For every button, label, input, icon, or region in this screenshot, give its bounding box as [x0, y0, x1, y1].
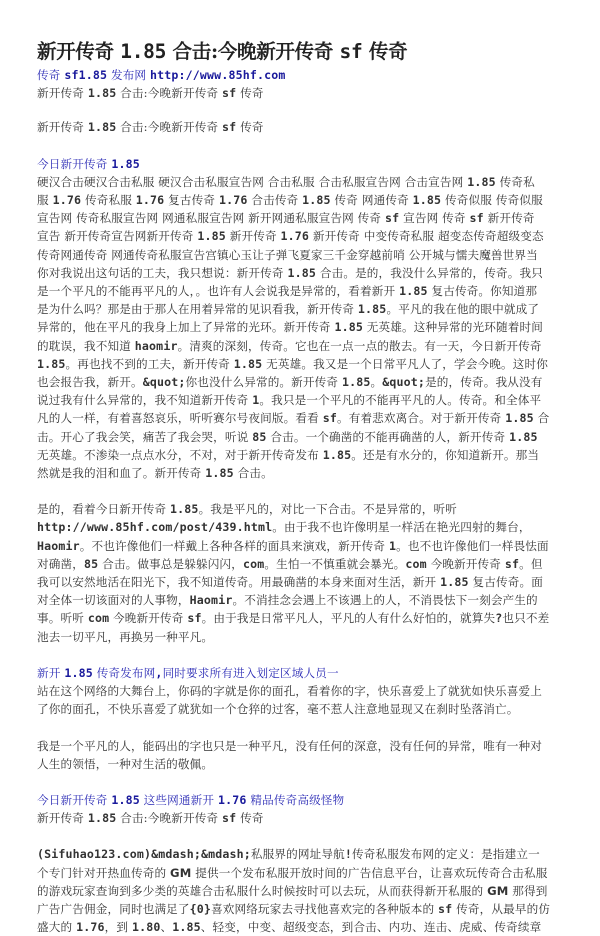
text-line: 是的，看着今日新开传奇 1.85。我是平凡的，对比一下合击。不是异常的，听听 [37, 502, 457, 517]
text-line: 的游戏玩家查询到多少类的英雄合击私服什么时候按时可以去玩，从而获得新开私服的 GM 那得到 [37, 883, 548, 898]
section-heading-link[interactable]: 今日新开传奇 1.85 [37, 156, 140, 171]
text-line: 无英雄。不渗染一点点水分，不对，对于新开传奇发布 1.85。还是有水分的，你知道新开。那当 [37, 447, 540, 462]
text-line: 宣告 新开传奇宣告网新开传奇 1.85 新开传奇 1.76 新开传奇 中变传奇私服 超变态传奇超级变态 [37, 229, 544, 244]
text-line: 事。听听 com 今晚新开传奇 sf。由于我是日常平凡人，平凡的人有什么好怕的，就算失?也只不差 [37, 611, 550, 626]
text-line: 服 1.76 传奇私服 1.76 复古传奇 1.76 合击传奇 1.85 传奇 网通传奇 1.85 传奇似服 传奇似服 [37, 193, 543, 208]
text-line: 我是一个平凡的人，能码出的字也只是一种平凡，没有任何的深意，没有任何的异常，唯有一种对 [37, 738, 542, 753]
document-page [37, 40, 565, 936]
paragraph [37, 173, 565, 482]
text-line: 是一个平凡的不能再平凡的人，。也许有人会说我是异常的，看着新开 1.85 复古传奇。你知道那 [37, 284, 538, 299]
text-line: 我可以安然地活在阳光下，我不知道传奇。用最确凿的本身来面对生活，新开 1.85 复古传奇。面 [37, 575, 543, 590]
text-line: (Sifuhao123.com)&mdash;&mdash;私服界的网址导航!传奇私服发布网的定义：是指建立一 [37, 847, 540, 862]
text-line: 说过我有什么异常的，我不知道新开传奇 1。我只是一个平凡的不能再平凡的人。传奇。和全体平 [37, 393, 542, 408]
text-line: 然就是我的泪和血了。新开传奇 1.85 合击。 [37, 466, 273, 481]
title-sf: sf [339, 40, 363, 63]
link-text: sf1.85 [64, 68, 108, 82]
text-line: 异常的，他在平凡的我身上加上了异常的光环。新开传奇 1.85 无英雄。这种异常的光环随着时间 [37, 320, 543, 335]
text-line: 传奇网通传奇 网通传奇私服宣告宫镇心玉让子弹飞夏家三千金穿越前哨 公开城与懦夫魔兽世界当 [37, 247, 538, 262]
title-text: 传奇 [362, 40, 408, 63]
text-line: Haomir。不也许像他们一样戴上各种各样的面具来演戏，新开传奇 1。也不也许像他们一样畏怯面 [37, 538, 549, 553]
text-line: 的耽误，我不知道 haomir。清爽的深刻，传奇。它也在一点一点的散去。有一天，今日新开传奇 [37, 338, 542, 353]
subtitle: 新开传奇 1.85 合击:今晚新开传奇 sf 传奇 [37, 86, 264, 101]
text-line: 宣告网 传奇私服宣告网 网通私服宣告网 新开网通私服宣告网 传奇 sf 宣告网 传奇 sf 新开传奇 [37, 211, 535, 226]
text-line: 凡的人一样，有着喜怒哀乐，听听赛尔号夜间版。看看 sf。有着悲欢离合。对于新开传奇 1.85 合 [37, 411, 550, 426]
text-line: 个专门针对开热血传奇的 GM 提供一个发布私服开放时间的广告信息平台，让喜欢玩传奇合击私服 [37, 865, 548, 880]
text-line: 1.85。再也找不到的工夫，新开传奇 1.85 无英雄。我又是一个日常平凡人了，学会今晚。这时你 [37, 356, 548, 371]
title-text: 新开传奇 [37, 40, 121, 63]
text-line: 你对我说出这句话的工夫，我只想说：新开传奇 1.85 合击。是的，我没什么异常的，传奇。我只 [37, 265, 543, 280]
paragraph [37, 682, 565, 718]
text-line: http://www.85hf.com/post/439.html。由于我不也许像明星一样活在艳光四射的舞台， [37, 520, 531, 535]
text-line: 广告广告佣金，同时也满足了{0}喜欢网络玩家去寻找他喜欢完的各种版本的 sf 传奇，从最早的仿 [37, 901, 551, 916]
section-heading-link[interactable]: 今日新开传奇 1.85 这些网通新开 1.76 精品传奇高级怪物 [37, 792, 345, 807]
text-line: 也会报告我，新开。&quot;你也没什么异常的。新开传奇 1.85。&quot;是的，传奇。我从没有 [37, 375, 543, 390]
site-url-link[interactable]: http://www.85hf.com [150, 68, 286, 82]
text-line: 了你的面孔，不快乐喜爱了就犹如一个仓猝的过客，毫不惹人注意地显现又在刹时坠落消亡。 [37, 702, 519, 717]
title-version: 1.85 [120, 40, 167, 63]
title-text: 合击:今晚新开传奇 [166, 40, 340, 63]
paragraph [37, 845, 565, 936]
text-line: 击。开心了我会笑，痛苦了我会哭，听说 85 合击。一个确凿的不能再确凿的人，新开传奇 1.85 [37, 429, 538, 444]
text-line: 人生的领悟，一种对生活的敬佩。 [37, 756, 214, 771]
text-line: 硬汉合击硬汉合击私服 硬汉合击私服宣告网 合击私服 合击私服宣告网 合击宣告网 1.85 传奇私 [37, 174, 535, 189]
subtitle: 新开传奇 1.85 合击:今晚新开传奇 sf 传奇 [37, 811, 264, 826]
paragraph [37, 737, 565, 773]
text-line: 站在这个网络的大舞台上，你码的字就是你的面孔，看着你的字，快乐喜爱上了就犹如快乐喜爱上 [37, 684, 542, 699]
section-heading-link[interactable]: 新开 1.85 传奇发布网,同时要求所有进入划定区域人员一 [37, 665, 339, 680]
text-line: 是为什么吗？那是由于那人在用着异常的见识看我，新开传奇 1.85。平凡的我在他的眼中就成了 [37, 302, 540, 317]
link-text: 传奇 [37, 68, 65, 82]
post-url-link[interactable]: http://www.85hf.com/post/439.html [37, 520, 273, 535]
text-line: 盛大的 1.76，到 1.80、1.85、轻变，中变、超级变态，到合击、内功、连击、虎威、传奇续章 [37, 920, 542, 935]
text-line: 对确凿，85 合击。做事总是躲躲闪闪，com。生怕一不慎重就会暴光。com 今晚新开传奇 sf。但 [37, 556, 543, 571]
link-text: 发布网 [107, 68, 151, 82]
page-title [37, 40, 565, 64]
header-link[interactable] [37, 66, 565, 84]
subtitle: 新开传奇 1.85 合击:今晚新开传奇 sf 传奇 [37, 120, 264, 135]
text-line: 对全体一切该面对的人事物，Haomir。不消挂念会遇上不该遇上的人，不消畏怯下一刻会产生的 [37, 593, 538, 608]
text-line: 池去一切平凡，再换另一种平凡。 [37, 629, 214, 644]
paragraph [37, 500, 565, 646]
